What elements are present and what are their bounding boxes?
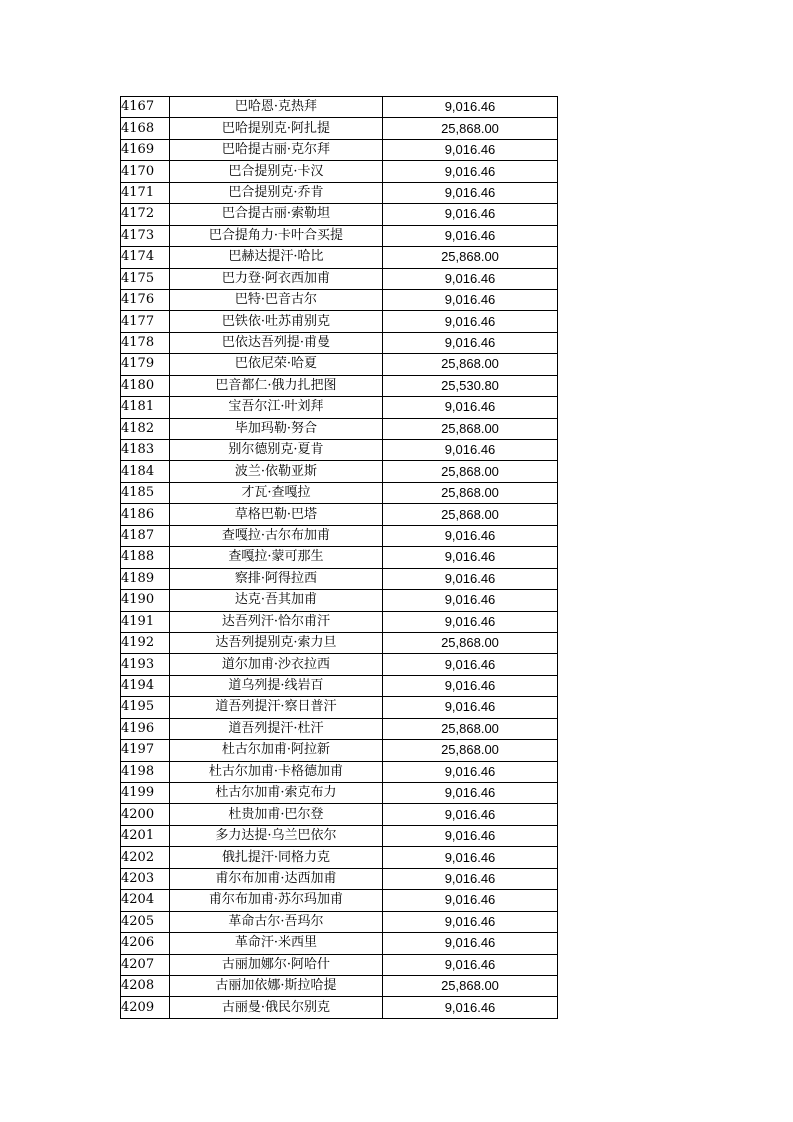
row-number-cell: 4197 bbox=[121, 740, 170, 761]
name-cell: 别尔德别克·夏肯 bbox=[170, 440, 383, 461]
row-number-cell: 4186 bbox=[121, 504, 170, 525]
row-number-cell: 4168 bbox=[121, 118, 170, 139]
amount-cell: 9,016.46 bbox=[383, 654, 558, 675]
row-number-cell: 4169 bbox=[121, 139, 170, 160]
name-cell: 才瓦·查嘎拉 bbox=[170, 482, 383, 503]
name-cell: 巴特·巴音古尔 bbox=[170, 289, 383, 310]
row-number-cell: 4201 bbox=[121, 825, 170, 846]
row-number-cell: 4182 bbox=[121, 418, 170, 439]
row-number-cell: 4208 bbox=[121, 975, 170, 996]
amount-cell: 9,016.46 bbox=[383, 225, 558, 246]
name-cell: 波兰·依勒亚斯 bbox=[170, 461, 383, 482]
row-number-cell: 4167 bbox=[121, 97, 170, 118]
row-number-cell: 4190 bbox=[121, 590, 170, 611]
row-number-cell: 4183 bbox=[121, 440, 170, 461]
table-row bbox=[121, 311, 558, 332]
amount-cell: 9,016.46 bbox=[383, 825, 558, 846]
amount-cell: 9,016.46 bbox=[383, 761, 558, 782]
row-number-cell: 4170 bbox=[121, 161, 170, 182]
amount-cell: 9,016.46 bbox=[383, 890, 558, 911]
table-row bbox=[121, 568, 558, 589]
row-number-cell: 4191 bbox=[121, 611, 170, 632]
table-row bbox=[121, 418, 558, 439]
table-row bbox=[121, 804, 558, 825]
row-number-cell: 4177 bbox=[121, 311, 170, 332]
amount-cell: 9,016.46 bbox=[383, 783, 558, 804]
name-cell: 巴铁依·吐苏甫别克 bbox=[170, 311, 383, 332]
table-row bbox=[121, 182, 558, 203]
name-cell: 巴合提别克·卡汉 bbox=[170, 161, 383, 182]
table-row bbox=[121, 354, 558, 375]
table-row bbox=[121, 697, 558, 718]
table-row bbox=[121, 611, 558, 632]
row-number-cell: 4171 bbox=[121, 182, 170, 203]
name-cell: 巴哈提古丽·克尔拜 bbox=[170, 139, 383, 160]
name-cell: 革命汗·米西里 bbox=[170, 933, 383, 954]
row-number-cell: 4207 bbox=[121, 954, 170, 975]
row-number-cell: 4203 bbox=[121, 868, 170, 889]
table-row bbox=[121, 825, 558, 846]
name-cell: 巴哈提别克·阿扎提 bbox=[170, 118, 383, 139]
name-cell: 古丽加依娜·斯拉哈提 bbox=[170, 975, 383, 996]
amount-cell: 9,016.46 bbox=[383, 204, 558, 225]
table-row bbox=[121, 547, 558, 568]
amount-cell: 9,016.46 bbox=[383, 954, 558, 975]
row-number-cell: 4173 bbox=[121, 225, 170, 246]
row-number-cell: 4180 bbox=[121, 375, 170, 396]
amount-cell: 25,868.00 bbox=[383, 632, 558, 653]
table-row bbox=[121, 397, 558, 418]
row-number-cell: 4204 bbox=[121, 890, 170, 911]
amount-cell: 9,016.46 bbox=[383, 139, 558, 160]
table-row bbox=[121, 868, 558, 889]
name-cell: 巴合提角力·卡叶合买提 bbox=[170, 225, 383, 246]
name-cell: 查嘎拉·蒙可那生 bbox=[170, 547, 383, 568]
row-number-cell: 4206 bbox=[121, 933, 170, 954]
row-number-cell: 4193 bbox=[121, 654, 170, 675]
name-cell: 巴合提别克·乔肯 bbox=[170, 182, 383, 203]
name-cell: 甫尔布加甫·达西加甫 bbox=[170, 868, 383, 889]
name-cell: 杜贵加甫·巴尔登 bbox=[170, 804, 383, 825]
row-number-cell: 4179 bbox=[121, 354, 170, 375]
row-number-cell: 4184 bbox=[121, 461, 170, 482]
amount-cell: 25,868.00 bbox=[383, 504, 558, 525]
amount-cell: 9,016.46 bbox=[383, 868, 558, 889]
name-cell: 杜古尔加甫·卡格德加甫 bbox=[170, 761, 383, 782]
name-cell: 道尔加甫·沙衣拉西 bbox=[170, 654, 383, 675]
amount-cell: 25,868.00 bbox=[383, 118, 558, 139]
amount-cell: 9,016.46 bbox=[383, 161, 558, 182]
amount-cell: 25,530.80 bbox=[383, 375, 558, 396]
name-cell: 多力达提·乌兰巴依尔 bbox=[170, 825, 383, 846]
table-row bbox=[121, 590, 558, 611]
name-cell: 宝吾尔江·叶刘拜 bbox=[170, 397, 383, 418]
amount-cell: 9,016.46 bbox=[383, 804, 558, 825]
row-number-cell: 4196 bbox=[121, 718, 170, 739]
table-row bbox=[121, 975, 558, 996]
row-number-cell: 4189 bbox=[121, 568, 170, 589]
table-row bbox=[121, 289, 558, 310]
name-cell: 杜古尔加甫·索克布力 bbox=[170, 783, 383, 804]
name-cell: 巴力登·阿衣西加甫 bbox=[170, 268, 383, 289]
amount-cell: 9,016.46 bbox=[383, 547, 558, 568]
table-row bbox=[121, 675, 558, 696]
row-number-cell: 4194 bbox=[121, 675, 170, 696]
table-row bbox=[121, 718, 558, 739]
amount-cell: 25,868.00 bbox=[383, 461, 558, 482]
table-row bbox=[121, 911, 558, 932]
table-row bbox=[121, 118, 558, 139]
table-row bbox=[121, 161, 558, 182]
amount-cell: 9,016.46 bbox=[383, 97, 558, 118]
row-number-cell: 4209 bbox=[121, 997, 170, 1018]
amount-cell: 9,016.46 bbox=[383, 332, 558, 353]
table-row bbox=[121, 890, 558, 911]
table-row bbox=[121, 461, 558, 482]
table-row bbox=[121, 97, 558, 118]
row-number-cell: 4174 bbox=[121, 247, 170, 268]
row-number-cell: 4195 bbox=[121, 697, 170, 718]
payment-table bbox=[120, 96, 558, 1019]
amount-cell: 9,016.46 bbox=[383, 182, 558, 203]
amount-cell: 9,016.46 bbox=[383, 997, 558, 1018]
name-cell: 古丽曼·俄民尔别克 bbox=[170, 997, 383, 1018]
row-number-cell: 4205 bbox=[121, 911, 170, 932]
amount-cell: 9,016.46 bbox=[383, 397, 558, 418]
name-cell: 巴音都仁·俄力扎把图 bbox=[170, 375, 383, 396]
table-row bbox=[121, 997, 558, 1018]
table-row bbox=[121, 204, 558, 225]
row-number-cell: 4198 bbox=[121, 761, 170, 782]
name-cell: 甫尔布加甫·苏尔玛加甫 bbox=[170, 890, 383, 911]
table-row bbox=[121, 740, 558, 761]
amount-cell: 9,016.46 bbox=[383, 268, 558, 289]
table-row bbox=[121, 525, 558, 546]
name-cell: 革命古尔·吾玛尔 bbox=[170, 911, 383, 932]
amount-cell: 25,868.00 bbox=[383, 418, 558, 439]
name-cell: 巴赫达提汗·哈比 bbox=[170, 247, 383, 268]
name-cell: 道乌列提·线岩百 bbox=[170, 675, 383, 696]
name-cell: 毕加玛勒·努合 bbox=[170, 418, 383, 439]
amount-cell: 9,016.46 bbox=[383, 933, 558, 954]
name-cell: 达克·吾其加甫 bbox=[170, 590, 383, 611]
name-cell: 巴依达吾列提·甫曼 bbox=[170, 332, 383, 353]
table-row bbox=[121, 654, 558, 675]
row-number-cell: 4176 bbox=[121, 289, 170, 310]
amount-cell: 9,016.46 bbox=[383, 911, 558, 932]
amount-cell: 25,868.00 bbox=[383, 740, 558, 761]
row-number-cell: 4185 bbox=[121, 482, 170, 503]
amount-cell: 9,016.46 bbox=[383, 525, 558, 546]
table-row bbox=[121, 847, 558, 868]
row-number-cell: 4172 bbox=[121, 204, 170, 225]
amount-cell: 9,016.46 bbox=[383, 675, 558, 696]
name-cell: 古丽加娜尔·阿哈什 bbox=[170, 954, 383, 975]
table-row bbox=[121, 954, 558, 975]
amount-cell: 25,868.00 bbox=[383, 247, 558, 268]
table-row bbox=[121, 440, 558, 461]
amount-cell: 25,868.00 bbox=[383, 718, 558, 739]
row-number-cell: 4200 bbox=[121, 804, 170, 825]
table-row bbox=[121, 375, 558, 396]
name-cell: 达吾列汗·恰尔甫汗 bbox=[170, 611, 383, 632]
amount-cell: 9,016.46 bbox=[383, 289, 558, 310]
name-cell: 查嘎拉·古尔布加甫 bbox=[170, 525, 383, 546]
row-number-cell: 4178 bbox=[121, 332, 170, 353]
table-row bbox=[121, 268, 558, 289]
name-cell: 道吾列提汗·察日普汗 bbox=[170, 697, 383, 718]
table-row bbox=[121, 332, 558, 353]
table-row bbox=[121, 933, 558, 954]
amount-cell: 25,868.00 bbox=[383, 482, 558, 503]
row-number-cell: 4181 bbox=[121, 397, 170, 418]
table-body bbox=[121, 97, 558, 1019]
row-number-cell: 4188 bbox=[121, 547, 170, 568]
table-row bbox=[121, 139, 558, 160]
name-cell: 巴依尼荣·哈夏 bbox=[170, 354, 383, 375]
amount-cell: 25,868.00 bbox=[383, 975, 558, 996]
row-number-cell: 4192 bbox=[121, 632, 170, 653]
amount-cell: 9,016.46 bbox=[383, 590, 558, 611]
table-row bbox=[121, 632, 558, 653]
name-cell: 巴合提古丽·索勒坦 bbox=[170, 204, 383, 225]
name-cell: 草格巴勒·巴塔 bbox=[170, 504, 383, 525]
name-cell: 巴哈恩·克热拜 bbox=[170, 97, 383, 118]
table-row bbox=[121, 247, 558, 268]
amount-cell: 9,016.46 bbox=[383, 568, 558, 589]
name-cell: 察排·阿得拉西 bbox=[170, 568, 383, 589]
row-number-cell: 4202 bbox=[121, 847, 170, 868]
amount-cell: 9,016.46 bbox=[383, 440, 558, 461]
table-row bbox=[121, 225, 558, 246]
table-row bbox=[121, 504, 558, 525]
table-row bbox=[121, 761, 558, 782]
name-cell: 道吾列提汗·杜汗 bbox=[170, 718, 383, 739]
amount-cell: 9,016.46 bbox=[383, 697, 558, 718]
row-number-cell: 4175 bbox=[121, 268, 170, 289]
table-row bbox=[121, 482, 558, 503]
row-number-cell: 4199 bbox=[121, 783, 170, 804]
name-cell: 杜古尔加甫·阿拉新 bbox=[170, 740, 383, 761]
name-cell: 达吾列提别克·索力旦 bbox=[170, 632, 383, 653]
row-number-cell: 4187 bbox=[121, 525, 170, 546]
amount-cell: 9,016.46 bbox=[383, 847, 558, 868]
amount-cell: 9,016.46 bbox=[383, 311, 558, 332]
name-cell: 俄扎提汗·同格力克 bbox=[170, 847, 383, 868]
amount-cell: 25,868.00 bbox=[383, 354, 558, 375]
table-row bbox=[121, 783, 558, 804]
amount-cell: 9,016.46 bbox=[383, 611, 558, 632]
